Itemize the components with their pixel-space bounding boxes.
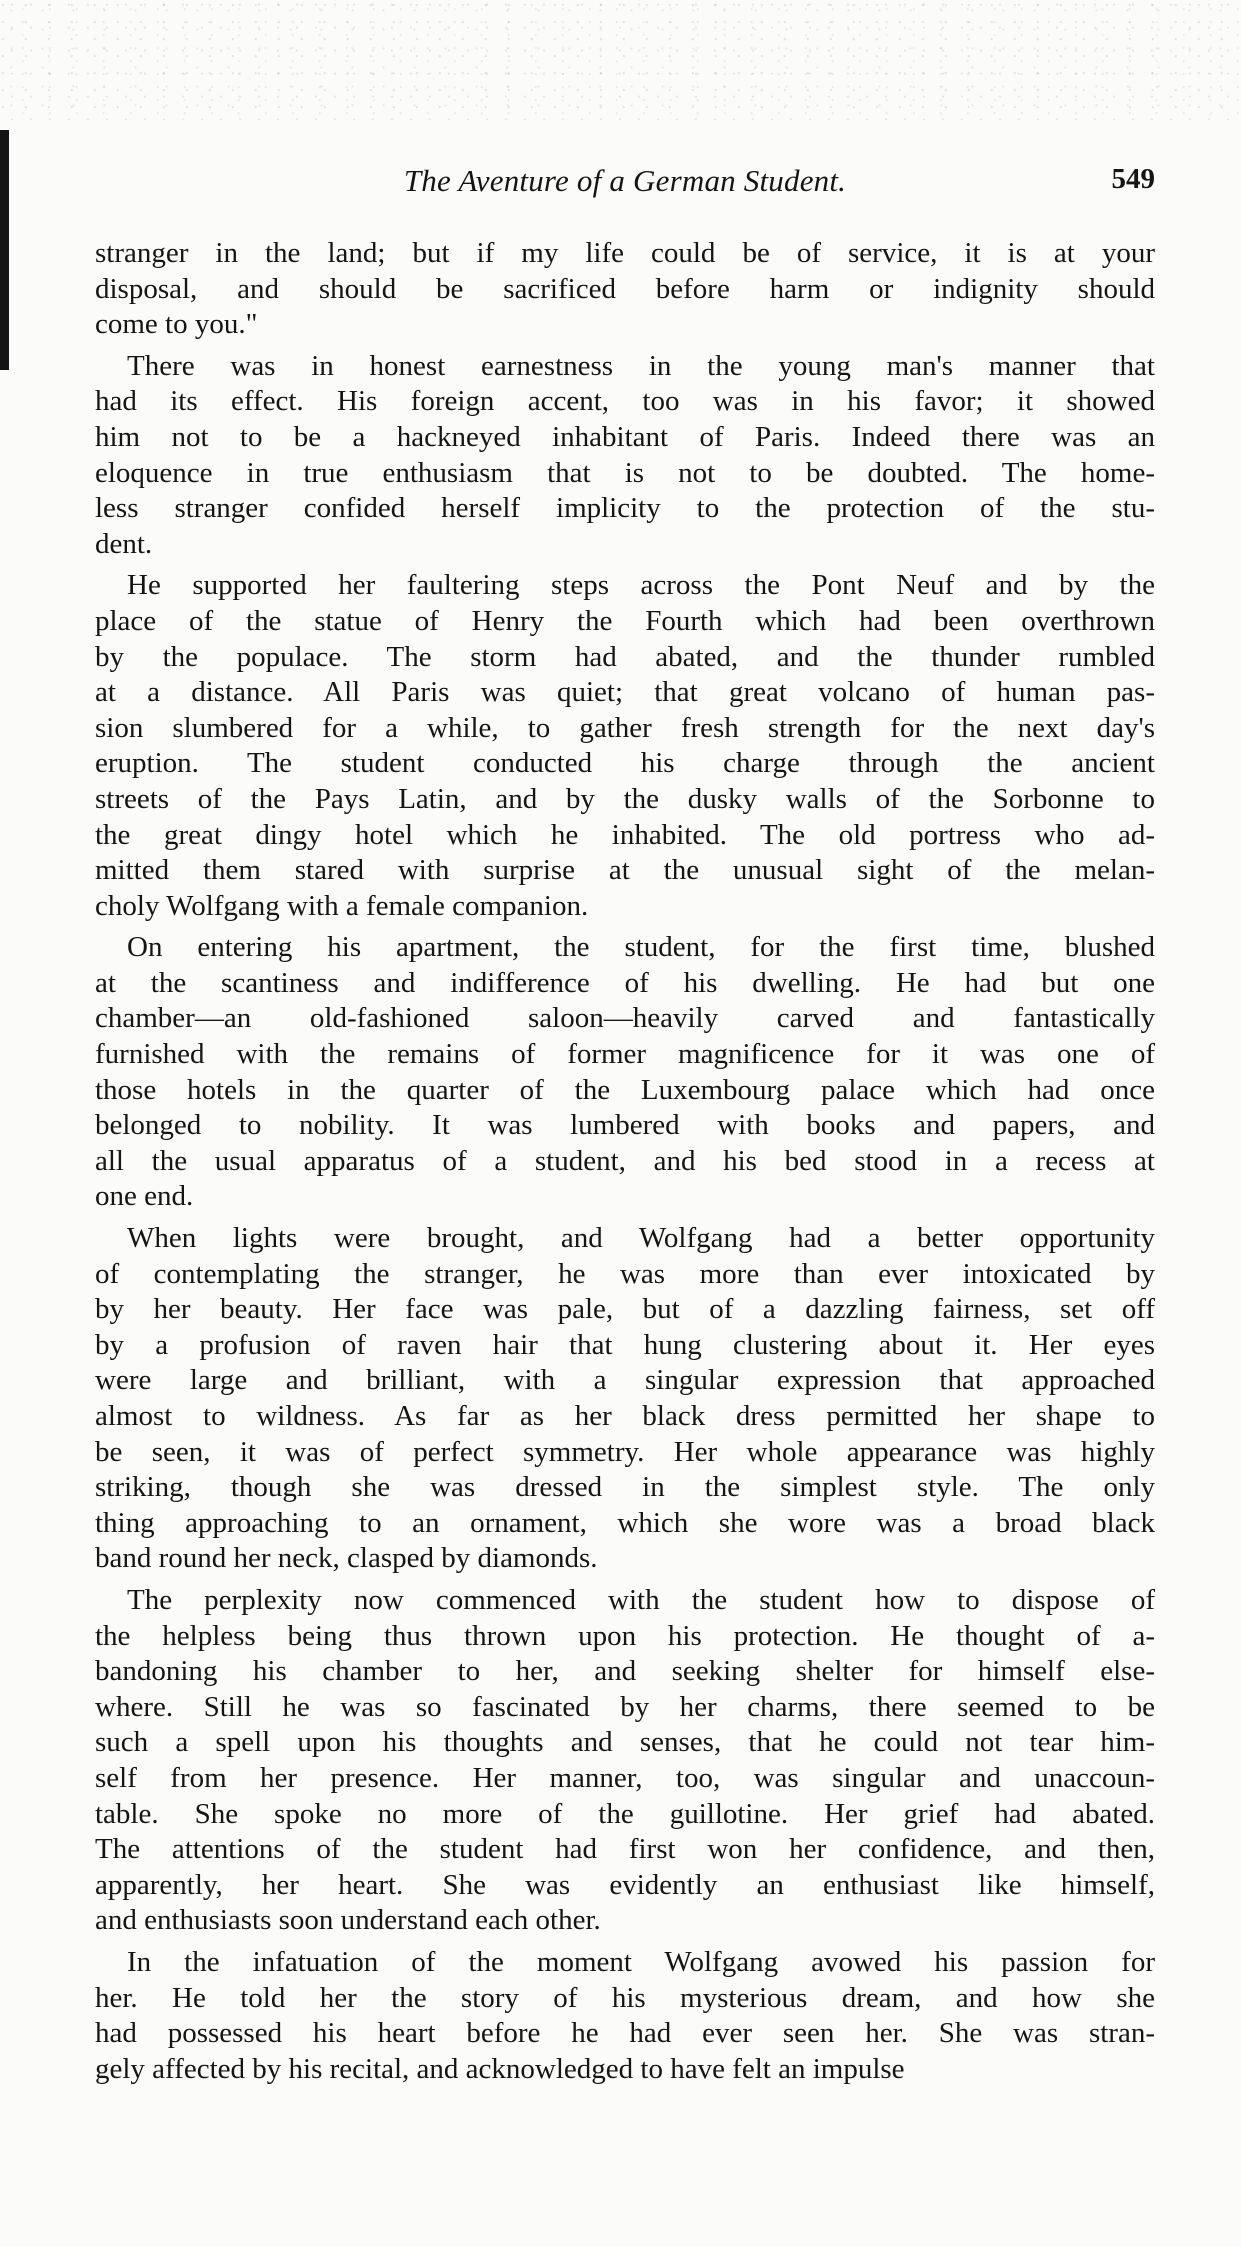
paragraph (95, 1221, 1155, 1577)
scan-edge-bar (0, 130, 9, 370)
paragraph (95, 930, 1155, 1215)
text-line: by a profusion of raven hair that hung clustering about it. Her eyes (95, 1328, 1155, 1361)
text-line: He supported her faultering steps across the Pont Neuf and by the (127, 569, 1155, 602)
text-line: sion slumbered for a while, to gather fresh strength for the next day's (95, 711, 1155, 744)
text-line: bandoning his chamber to her, and seeking shelter for himself else- (95, 1655, 1155, 1688)
text-line: at a distance. All Paris was quiet; that great volcano of human pas- (95, 676, 1155, 709)
text-line: choly Wolfgang with a female companion. (95, 889, 589, 922)
text-line: were large and brilliant, with a singular expression that approached (95, 1364, 1155, 1397)
text-line: chamber—an old-fashioned saloon—heavily carved and fantastically (95, 1002, 1155, 1035)
text-line: those hotels in the quarter of the Luxembourg palace which had once (95, 1073, 1155, 1106)
text-line: self from her presence. Her manner, too, was singular and unaccoun- (95, 1761, 1155, 1794)
text-line: On entering his apartment, the student, for the first time, blushed (127, 931, 1155, 964)
text-line: all the usual apparatus of a student, and his bed stood in a recess at (95, 1144, 1155, 1177)
page-number: 549 (1111, 163, 1155, 195)
text-line: thing approaching to an ornament, which she wore was a broad black (95, 1506, 1155, 1539)
text-line: eloquence in true enthusiasm that is not to be doubted. The home- (95, 456, 1155, 489)
text-line: such a spell upon his thoughts and senses, that he could not tear him- (95, 1726, 1155, 1759)
paragraph (95, 236, 1155, 343)
text-line: eruption. The student conducted his charge through the ancient (95, 747, 1155, 780)
text-line: almost to wildness. As far as her black dress permitted her shape to (95, 1400, 1155, 1432)
text-line: streets of the Pays Latin, and by the dusky walls of the Sorbonne to (95, 782, 1155, 815)
paragraph (95, 568, 1155, 924)
text-line: In the infatuation of the moment Wolfgang avowed his passion for (127, 1945, 1155, 1978)
text-line: the helpless being thus thrown upon his protection. He thought of a- (95, 1619, 1155, 1652)
text-line: belonged to nobility. It was lumbered with books and papers, and (95, 1109, 1155, 1142)
text-line: The attentions of the student had first won her confidence, and then, (95, 1833, 1155, 1866)
text-line: had its effect. His foreign accent, too was in his favor; it showed (95, 385, 1155, 418)
text-line: stranger in the land; but if my life could be of service, it is at your (95, 237, 1155, 269)
text-line: and enthusiasts soon understand each other. (95, 1904, 601, 1937)
text-line: band round her neck, clasped by diamonds. (95, 1542, 598, 1575)
paragraph (95, 349, 1155, 563)
text-line: dent. (95, 527, 153, 560)
text-line: apparently, her heart. She was evidently an enthusiast like himself, (95, 1868, 1155, 1901)
text-line: When lights were brought, and Wolfgang had a better opportunity (127, 1222, 1155, 1255)
scan-noise (0, 0, 1241, 120)
text-line: less stranger confided herself implicity to the protection of the stu- (95, 492, 1155, 525)
text-line: of contemplating the stranger, he was more than ever intoxicated by (95, 1257, 1155, 1290)
text-line: at the scantiness and indifference of his dwelling. He had but one (95, 966, 1155, 999)
text-line: where. Still he was so fascinated by her charms, there seemed to be (95, 1690, 1155, 1723)
text-line: place of the statue of Henry the Fourth which had been overthrown (95, 604, 1155, 637)
text-line: striking, though she was dressed in the simplest style. The only (95, 1471, 1155, 1504)
text-line: mitted them stared with surprise at the unusual sight of the melan- (95, 854, 1155, 887)
text-line: be seen, it was of perfect symmetry. Her whole appearance was highly (95, 1435, 1155, 1468)
text-line: one end. (95, 1180, 194, 1213)
paragraph (95, 1583, 1155, 1939)
text-line: the great dingy hotel which he inhabited. The old portress who ad- (95, 818, 1155, 851)
running-head-title: The Aventure of a German Student. (403, 163, 847, 198)
text-line: disposal, and should be sacrificed before harm or indignity should (95, 272, 1155, 305)
text-line: come to you." (95, 308, 258, 341)
text-line: by the populace. The storm had abated, and the thunder rumbled (95, 640, 1155, 673)
text-line: gely affected by his recital, and acknowledged to have felt an impulse (95, 2052, 905, 2085)
text-line: furnished with the remains of former magnificence for it was one of (95, 1038, 1155, 1071)
text-line: by her beauty. Her face was pale, but of a dazzling fairness, set off (95, 1293, 1155, 1326)
text-line: had possessed his heart before he had ever seen her. She was stran- (95, 2017, 1155, 2050)
text-line: him not to be a hackneyed inhabitant of Paris. Indeed there was an (95, 420, 1155, 453)
text-line: There was in honest earnestness in the young man's manner that (127, 349, 1155, 382)
text-line: her. He told her the story of his mysterious dream, and how she (95, 1981, 1155, 2014)
text-line: The perplexity now commenced with the student how to dispose of (127, 1583, 1155, 1616)
body-text (95, 236, 1155, 2087)
paragraph (95, 1945, 1155, 2087)
text-line: table. She spoke no more of the guillotine. Her grief had abated. (95, 1797, 1155, 1830)
running-head (95, 163, 1155, 203)
